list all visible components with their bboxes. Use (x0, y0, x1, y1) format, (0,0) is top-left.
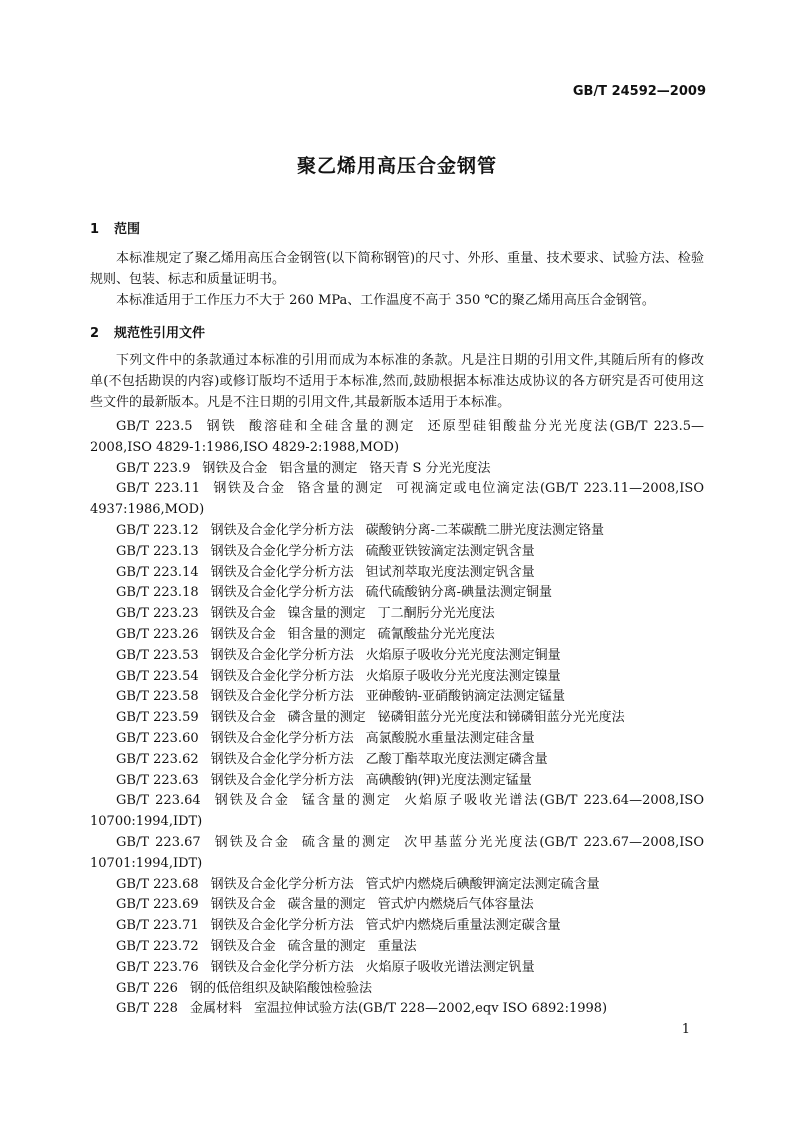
reference-code: GB/T 223.13 (116, 543, 199, 559)
reference-item (90, 958, 704, 979)
reference-item (90, 708, 704, 729)
reference-title-part: 管式炉内燃烧后重量法测定碳含量 (365, 918, 561, 934)
reference-title-part: 锰含量的测定 (301, 793, 393, 809)
document-title: 聚乙烯用高压合金钢管 (296, 155, 497, 177)
reference-item (90, 417, 704, 459)
section-2-heading (90, 322, 704, 341)
reference-title-part: 火焰原子吸收光谱法测定钒量 (365, 959, 535, 975)
reference-code: GB/T 223.72 (116, 938, 199, 954)
reference-title-part: 钢铁及合金化学分析方法 (210, 751, 354, 767)
reference-title-part: 钢铁及合金化学分析方法 (210, 959, 354, 975)
reference-title-part: 管式炉内燃烧后碘酸钾滴定法测定硫含量 (365, 876, 600, 892)
reference-item (90, 521, 704, 542)
reference-code: GB/T 223.54 (116, 668, 199, 684)
reference-title-part: 钢铁及合金 (212, 481, 286, 497)
references-intro: 下列文件中的条款通过本标准的引用而成为本标准的条款。凡是注日期的引用文件,其随后所有的修改单(不包括勘误的内容)或修订版均不适用于本标准,然而,鼓励根据本标准达成协议的各方研究是否可使用这些文件的最新版本。凡是不注日期的引用文件,其最新版本适用于本标准。 (90, 353, 704, 410)
reference-title-part: 钢铁及合金 (210, 606, 276, 622)
reference-code: GB/T 223.60 (116, 730, 199, 746)
section-2-number: 2 (90, 326, 100, 341)
reference-list (90, 417, 704, 1020)
reference-title-part: 亚砷酸钠-亚硝酸钠滴定法测定锰量 (365, 689, 566, 705)
reference-title-part: 金属材料 (189, 1001, 242, 1017)
reference-item (90, 791, 704, 833)
section-1 (90, 218, 704, 311)
reference-item (90, 937, 704, 958)
reference-code: GB/T 223.53 (116, 647, 199, 663)
reference-title-part: 钢铁及合金 (210, 626, 276, 642)
reference-title-part: 次甲基蓝分光光度法(GB/T 223.67—2008,ISO 10701:1994,IDT) (90, 834, 704, 871)
reference-item (90, 563, 704, 584)
reference-title-part: 钢铁及合金 (210, 897, 276, 913)
reference-title-part: 硫酸亚铁铵滴定法测定钒含量 (365, 543, 535, 559)
reference-title-part: 钢铁及合金 (202, 460, 268, 476)
reference-title-part: 重量法 (377, 938, 417, 954)
reference-title-part: 管式炉内燃烧后气体容量法 (377, 897, 534, 913)
reference-title-part: 硫含量的测定 (287, 938, 366, 954)
reference-code: GB/T 223.68 (116, 876, 199, 892)
reference-title-part: 硫代硫酸钠分离-碘量法测定铜量 (365, 585, 553, 601)
reference-title-part: 钢铁及合金化学分析方法 (210, 647, 354, 663)
reference-item (90, 542, 704, 563)
reference-title-part: 硫氰酸盐分光光度法 (377, 626, 495, 642)
reference-title-part: 钢的低倍组织及缺陷酸蚀检验法 (189, 980, 372, 996)
reference-title-part: 钢铁及合金化学分析方法 (210, 772, 354, 788)
reference-title-part: 钢铁及合金化学分析方法 (210, 918, 354, 934)
section-1-heading (90, 218, 704, 237)
reference-title-part: 碳含量的测定 (287, 897, 366, 913)
reference-title-part: 铝含量的测定 (279, 460, 358, 476)
reference-title-part: 铬天青 S 分光光度法 (369, 460, 491, 476)
reference-item (90, 459, 704, 480)
scope-paragraph-2: 本标准适用于工作压力不大于 260 MPa、工作温度不高于 350 ℃的聚乙烯用高压合金钢管。 (116, 293, 655, 308)
section-1-number: 1 (90, 222, 100, 237)
reference-title-part: 硫含量的测定 (301, 834, 393, 850)
reference-item (90, 771, 704, 792)
reference-title-part: 铬含量的测定 (297, 481, 384, 497)
section-2-title: 规范性引用文件 (114, 326, 206, 341)
reference-item (90, 625, 704, 646)
reference-title-part: 钢铁及合金化学分析方法 (210, 730, 354, 746)
reference-title-part: 镍含量的测定 (287, 606, 366, 622)
reference-code: GB/T 223.67 (116, 834, 201, 850)
reference-title-part: 钢铁及合金化学分析方法 (210, 876, 354, 892)
reference-item (90, 667, 704, 688)
standard-code: GB/T 24592—2009 (572, 84, 706, 99)
reference-title-part: 高氯酸脱水重量法测定硅含量 (365, 730, 535, 746)
reference-item (90, 750, 704, 771)
reference-title-part: 钼含量的测定 (287, 626, 366, 642)
reference-title-part: 钢铁及合金化学分析方法 (210, 585, 354, 601)
reference-title-part: 火焰原子吸收分光光度法测定铜量 (365, 647, 561, 663)
reference-code: GB/T 223.5 (116, 419, 193, 434)
reference-code: GB/T 223.18 (116, 585, 199, 601)
reference-item (90, 583, 704, 604)
reference-title-part: 丁二酮肟分光光度法 (377, 606, 495, 622)
reference-title-part: 还原型硅钼酸盐分光光度法(GB/T 223.5—2008,ISO 4829-1:1986,ISO 4829-2:1988,MOD) (90, 419, 704, 455)
reference-title-part: 钢铁及合金化学分析方法 (210, 689, 354, 705)
reference-code: GB/T 223.26 (116, 626, 199, 642)
reference-item (90, 604, 704, 625)
reference-code: GB/T 226 (116, 980, 178, 996)
reference-code: GB/T 223.69 (116, 897, 199, 913)
reference-title-part: 钢铁及合金化学分析方法 (210, 668, 354, 684)
reference-title-part: 钢铁 (204, 419, 237, 434)
reference-title-part: 钢铁及合金 (210, 938, 276, 954)
page-number: 1 (681, 1022, 690, 1037)
section-2 (90, 322, 704, 413)
reference-item (90, 833, 704, 875)
reference-code: GB/T 223.59 (116, 710, 199, 726)
reference-code: GB/T 223.62 (116, 751, 199, 767)
reference-code: GB/T 223.71 (116, 918, 199, 934)
reference-code: GB/T 223.76 (116, 959, 199, 975)
reference-title-part: 高碘酸钠(钾)光度法测定锰量 (365, 772, 532, 788)
reference-title-part: 火焰原子吸收光谱法(GB/T 223.64—2008,ISO 10700:1994,IDT) (90, 793, 704, 830)
reference-code: GB/T 223.63 (116, 772, 199, 788)
reference-code: GB/T 223.64 (116, 793, 201, 809)
reference-item (90, 687, 704, 708)
reference-title-part: 酸溶硅和全硅含量的测定 (248, 419, 416, 434)
reference-code: GB/T 223.9 (116, 460, 191, 476)
reference-item (90, 875, 704, 896)
section-1-title: 范围 (114, 222, 141, 237)
reference-code: GB/T 228 (116, 1001, 178, 1017)
reference-code: GB/T 223.11 (116, 481, 201, 497)
reference-title-part: 钢铁及合金 (210, 710, 276, 726)
reference-title-part: 碳酸钠分离-二苯碳酰二肼光度法测定铬量 (365, 522, 605, 538)
reference-title-part: 乙酸丁酯萃取光度法测定磷含量 (365, 751, 548, 767)
reference-code: GB/T 223.14 (116, 564, 199, 580)
reference-title-part: 钽试剂萃取光度法测定钒含量 (365, 564, 535, 580)
reference-title-part: 钢铁及合金化学分析方法 (210, 522, 354, 538)
reference-item (90, 646, 704, 667)
reference-code: GB/T 223.23 (116, 606, 199, 622)
reference-title-part: 钢铁及合金化学分析方法 (210, 543, 354, 559)
reference-item (90, 729, 704, 750)
reference-item (90, 999, 704, 1020)
reference-item (90, 479, 704, 521)
reference-item (90, 979, 704, 1000)
scope-paragraph-1: 本标准规定了聚乙烯用高压合金钢管(以下简称钢管)的尺寸、外形、重量、技术要求、试验方法、检验规则、包装、标志和质量证明书。 (90, 251, 704, 287)
reference-title-part: 铋磷钼蓝分光光度法和锑磷钼蓝分光光度法 (377, 710, 625, 726)
reference-code: GB/T 223.12 (116, 522, 199, 538)
reference-title-part: 火焰原子吸收分光光度法测定镍量 (365, 668, 561, 684)
reference-title-part: 磷含量的测定 (287, 710, 366, 726)
reference-title-part: 钢铁及合金 (212, 834, 290, 850)
reference-title-part: 室温拉伸试验方法(GB/T 228—2002,eqv ISO 6892:1998) (253, 1001, 608, 1017)
reference-item (90, 916, 704, 937)
reference-title-part: 钢铁及合金 (212, 793, 290, 809)
reference-title-part: 钢铁及合金化学分析方法 (210, 564, 354, 580)
reference-item (90, 895, 704, 916)
reference-code: GB/T 223.58 (116, 689, 199, 705)
reference-title-part: 可视滴定或电位滴定法(GB/T 223.11—2008,ISO 4937:1986,MOD) (90, 481, 704, 518)
